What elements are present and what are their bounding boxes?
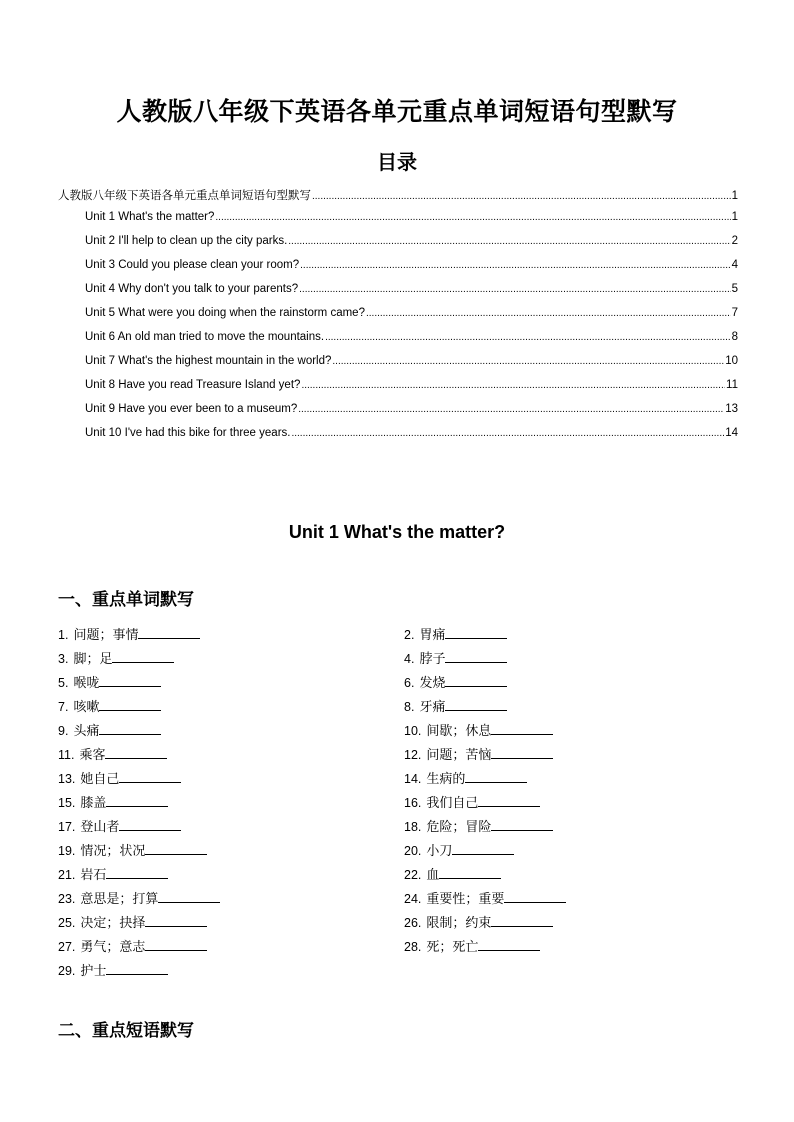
vocab-number: 4. [404, 652, 415, 666]
answer-blank[interactable] [491, 914, 553, 927]
vocab-number: 9. [58, 724, 69, 738]
vocab-number: 22. [404, 868, 422, 882]
vocab-prompt: 脖子 [419, 652, 446, 667]
answer-blank[interactable] [445, 626, 507, 639]
answer-blank[interactable] [465, 770, 527, 783]
answer-blank[interactable] [445, 698, 507, 711]
vocab-item [404, 888, 566, 907]
section-heading-vocab: 一、重点单词默写 [58, 590, 194, 610]
answer-blank[interactable] [491, 722, 553, 735]
vocab-prompt: 重要性；重要 [426, 892, 505, 907]
vocab-item [58, 960, 168, 979]
vocab-item [404, 792, 540, 811]
vocab-prompt: 情况；状况 [80, 844, 146, 859]
vocab-number: 11. [58, 748, 75, 762]
toc-leader-dots [332, 356, 724, 367]
vocab-item [404, 912, 553, 931]
table-of-contents [58, 187, 738, 451]
section-heading-phrases: 二、重点短语默写 [58, 1021, 194, 1041]
toc-page-number: 10 [725, 355, 738, 367]
vocab-number: 6. [404, 676, 415, 690]
vocab-prompt: 死；死亡 [426, 940, 479, 955]
toc-entry[interactable] [58, 379, 738, 403]
toc-leader-dots [325, 332, 731, 343]
vocab-number: 3. [58, 652, 69, 666]
vocab-row [58, 766, 758, 790]
answer-blank[interactable] [158, 890, 220, 903]
toc-leader-dots [301, 380, 725, 391]
vocab-row [58, 886, 758, 910]
answer-blank[interactable] [439, 866, 501, 879]
vocab-row [58, 622, 758, 646]
toc-entry-title: Unit 1 What's the matter? [85, 211, 215, 223]
toc-leader-dots [366, 308, 731, 319]
vocab-row [58, 862, 758, 886]
toc-page-number: 7 [731, 307, 738, 319]
vocab-item [404, 624, 507, 643]
vocab-prompt: 乘客 [79, 748, 106, 763]
vocab-number: 15. [58, 796, 76, 810]
answer-blank[interactable] [106, 866, 168, 879]
toc-entry[interactable] [58, 355, 738, 379]
answer-blank[interactable] [119, 770, 181, 783]
answer-blank[interactable] [99, 722, 161, 735]
toc-page-number: 14 [725, 427, 738, 439]
vocab-prompt: 生病的 [426, 772, 466, 787]
toc-entry-title: Unit 9 Have you ever been to a museum? [85, 403, 298, 415]
vocab-prompt: 膝盖 [80, 796, 107, 811]
vocab-row [58, 838, 758, 862]
vocab-item [58, 648, 174, 667]
vocab-prompt: 我们自己 [426, 796, 479, 811]
vocab-number: 18. [404, 820, 422, 834]
vocab-prompt: 脚；足 [73, 652, 113, 667]
vocab-list [58, 622, 758, 982]
answer-blank[interactable] [105, 746, 167, 759]
vocab-number: 29. [58, 964, 76, 978]
answer-blank[interactable] [478, 794, 540, 807]
toc-entry-title: Unit 8 Have you read Treasure Island yet? [85, 379, 301, 391]
answer-blank[interactable] [112, 650, 174, 663]
answer-blank[interactable] [106, 794, 168, 807]
vocab-prompt: 牙痛 [419, 700, 446, 715]
answer-blank[interactable] [145, 938, 207, 951]
vocab-row [58, 742, 758, 766]
vocab-item [404, 720, 553, 739]
vocab-item [404, 936, 540, 955]
toc-entry[interactable] [58, 283, 738, 307]
vocab-item [58, 696, 161, 715]
vocab-item [404, 744, 553, 763]
toc-entry-title: Unit 2 I'll help to clean up the city parks. [85, 235, 288, 247]
toc-page-number: 11 [726, 379, 738, 391]
vocab-row [58, 934, 758, 958]
document-title: 人教版八年级下英语各单元重点单词短语句型默写 [116, 97, 678, 126]
answer-blank[interactable] [99, 698, 161, 711]
answer-blank[interactable] [491, 818, 553, 831]
answer-blank[interactable] [504, 890, 566, 903]
vocab-prompt: 决定；抉择 [80, 916, 146, 931]
vocab-row [58, 790, 758, 814]
vocab-number: 26. [404, 916, 422, 930]
toc-entry-title: Unit 5 What were you doing when the rainstorm came? [85, 307, 365, 319]
vocab-number: 21. [58, 868, 76, 882]
answer-blank[interactable] [145, 842, 207, 855]
vocab-prompt: 发烧 [419, 676, 446, 691]
answer-blank[interactable] [478, 938, 540, 951]
toc-page-number: 8 [731, 331, 738, 343]
vocab-prompt: 勇气；意志 [80, 940, 146, 955]
toc-entry[interactable] [58, 235, 738, 259]
vocab-item [404, 864, 501, 883]
toc-entry[interactable] [58, 427, 738, 451]
vocab-prompt: 登山者 [80, 820, 120, 835]
toc-leader-dots [291, 428, 724, 439]
vocab-number: 24. [404, 892, 422, 906]
toc-leader-dots [300, 260, 730, 271]
vocab-row [58, 958, 758, 982]
vocab-item [58, 888, 220, 907]
vocab-prompt: 头痛 [73, 724, 100, 739]
vocab-row [58, 646, 758, 670]
vocab-prompt: 危险；冒险 [426, 820, 492, 835]
vocab-prompt: 意思是；打算 [80, 892, 159, 907]
vocab-item [404, 840, 514, 859]
vocab-item [404, 672, 507, 691]
toc-entry[interactable] [58, 187, 738, 211]
vocab-item [58, 936, 207, 955]
vocab-number: 27. [58, 940, 76, 954]
toc-page-number: 1 [731, 211, 738, 223]
vocab-number: 28. [404, 940, 422, 954]
vocab-row [58, 718, 758, 742]
vocab-prompt: 护士 [80, 964, 107, 979]
vocab-row [58, 814, 758, 838]
vocab-number: 8. [404, 700, 415, 714]
toc-page-number: 13 [725, 403, 738, 415]
toc-entry-title: Unit 3 Could you please clean your room? [85, 259, 300, 271]
toc-entry[interactable] [58, 331, 738, 355]
answer-blank[interactable] [119, 818, 181, 831]
vocab-number: 10. [404, 724, 422, 738]
vocab-prompt: 问题；事情 [73, 628, 139, 643]
vocab-item [58, 624, 200, 643]
toc-entry[interactable] [58, 259, 738, 283]
vocab-prompt: 咳嗽 [73, 700, 100, 715]
vocab-row [58, 670, 758, 694]
vocab-number: 13. [58, 772, 76, 786]
vocab-item [404, 768, 527, 787]
toc-entry-title: Unit 10 I've had this bike for three years. [85, 427, 291, 439]
vocab-prompt: 喉咙 [73, 676, 100, 691]
vocab-prompt: 限制；约束 [426, 916, 492, 931]
answer-blank[interactable] [99, 674, 161, 687]
answer-blank[interactable] [138, 626, 200, 639]
vocab-prompt: 小刀 [426, 844, 453, 859]
answer-blank[interactable] [452, 842, 514, 855]
vocab-number: 7. [58, 700, 69, 714]
toc-entry-title: Unit 7 What's the highest mountain in the world? [85, 355, 332, 367]
unit-heading: Unit 1 What's the matter? [288, 522, 506, 542]
toc-leader-dots [312, 191, 731, 202]
toc-page-number: 2 [731, 235, 738, 247]
vocab-number: 2. [404, 628, 415, 642]
toc-leader-dots [288, 236, 730, 247]
toc-entry[interactable] [58, 211, 738, 235]
vocab-item [58, 768, 181, 787]
vocab-number: 1. [58, 628, 69, 642]
toc-page-number: 4 [731, 259, 738, 271]
vocab-prompt: 她自己 [80, 772, 120, 787]
vocab-prompt: 胃痛 [419, 628, 446, 643]
vocab-prompt: 间歇；休息 [426, 724, 492, 739]
answer-blank[interactable] [445, 650, 507, 663]
vocab-item [58, 864, 168, 883]
vocab-item [58, 912, 207, 931]
toc-entry-title: 人教版八年级下英语各单元重点单词短语句型默写 [58, 190, 311, 202]
vocab-item [58, 672, 161, 691]
vocab-number: 19. [58, 844, 76, 858]
vocab-prompt: 血 [426, 868, 440, 883]
vocab-number: 12. [404, 748, 422, 762]
vocab-item [58, 720, 161, 739]
vocab-number: 16. [404, 796, 422, 810]
vocab-prompt: 岩石 [80, 868, 107, 883]
answer-blank[interactable] [491, 746, 553, 759]
vocab-item [404, 696, 507, 715]
toc-entry[interactable] [58, 307, 738, 331]
vocab-number: 20. [404, 844, 422, 858]
toc-page-number: 1 [731, 190, 738, 202]
toc-page-number: 5 [731, 283, 738, 295]
vocab-item [58, 840, 207, 859]
toc-leader-dots [299, 284, 730, 295]
vocab-item [58, 744, 167, 763]
toc-entry-title: Unit 4 Why don't you talk to your parents? [85, 283, 299, 295]
vocab-prompt: 问题；苦恼 [426, 748, 492, 763]
toc-leader-dots [215, 212, 730, 223]
vocab-item [58, 816, 181, 835]
answer-blank[interactable] [445, 674, 507, 687]
vocab-number: 23. [58, 892, 76, 906]
toc-entry[interactable] [58, 403, 738, 427]
vocab-number: 14. [404, 772, 422, 786]
vocab-row [58, 910, 758, 934]
vocab-item [58, 792, 168, 811]
toc-title: 目录 [377, 150, 417, 174]
vocab-row [58, 694, 758, 718]
vocab-number: 17. [58, 820, 76, 834]
vocab-item [404, 648, 507, 667]
toc-entry-title: Unit 6 An old man tried to move the mountains. [85, 331, 325, 343]
vocab-number: 25. [58, 916, 76, 930]
vocab-number: 5. [58, 676, 69, 690]
toc-leader-dots [298, 404, 724, 415]
answer-blank[interactable] [106, 962, 168, 975]
vocab-item [404, 816, 553, 835]
answer-blank[interactable] [145, 914, 207, 927]
